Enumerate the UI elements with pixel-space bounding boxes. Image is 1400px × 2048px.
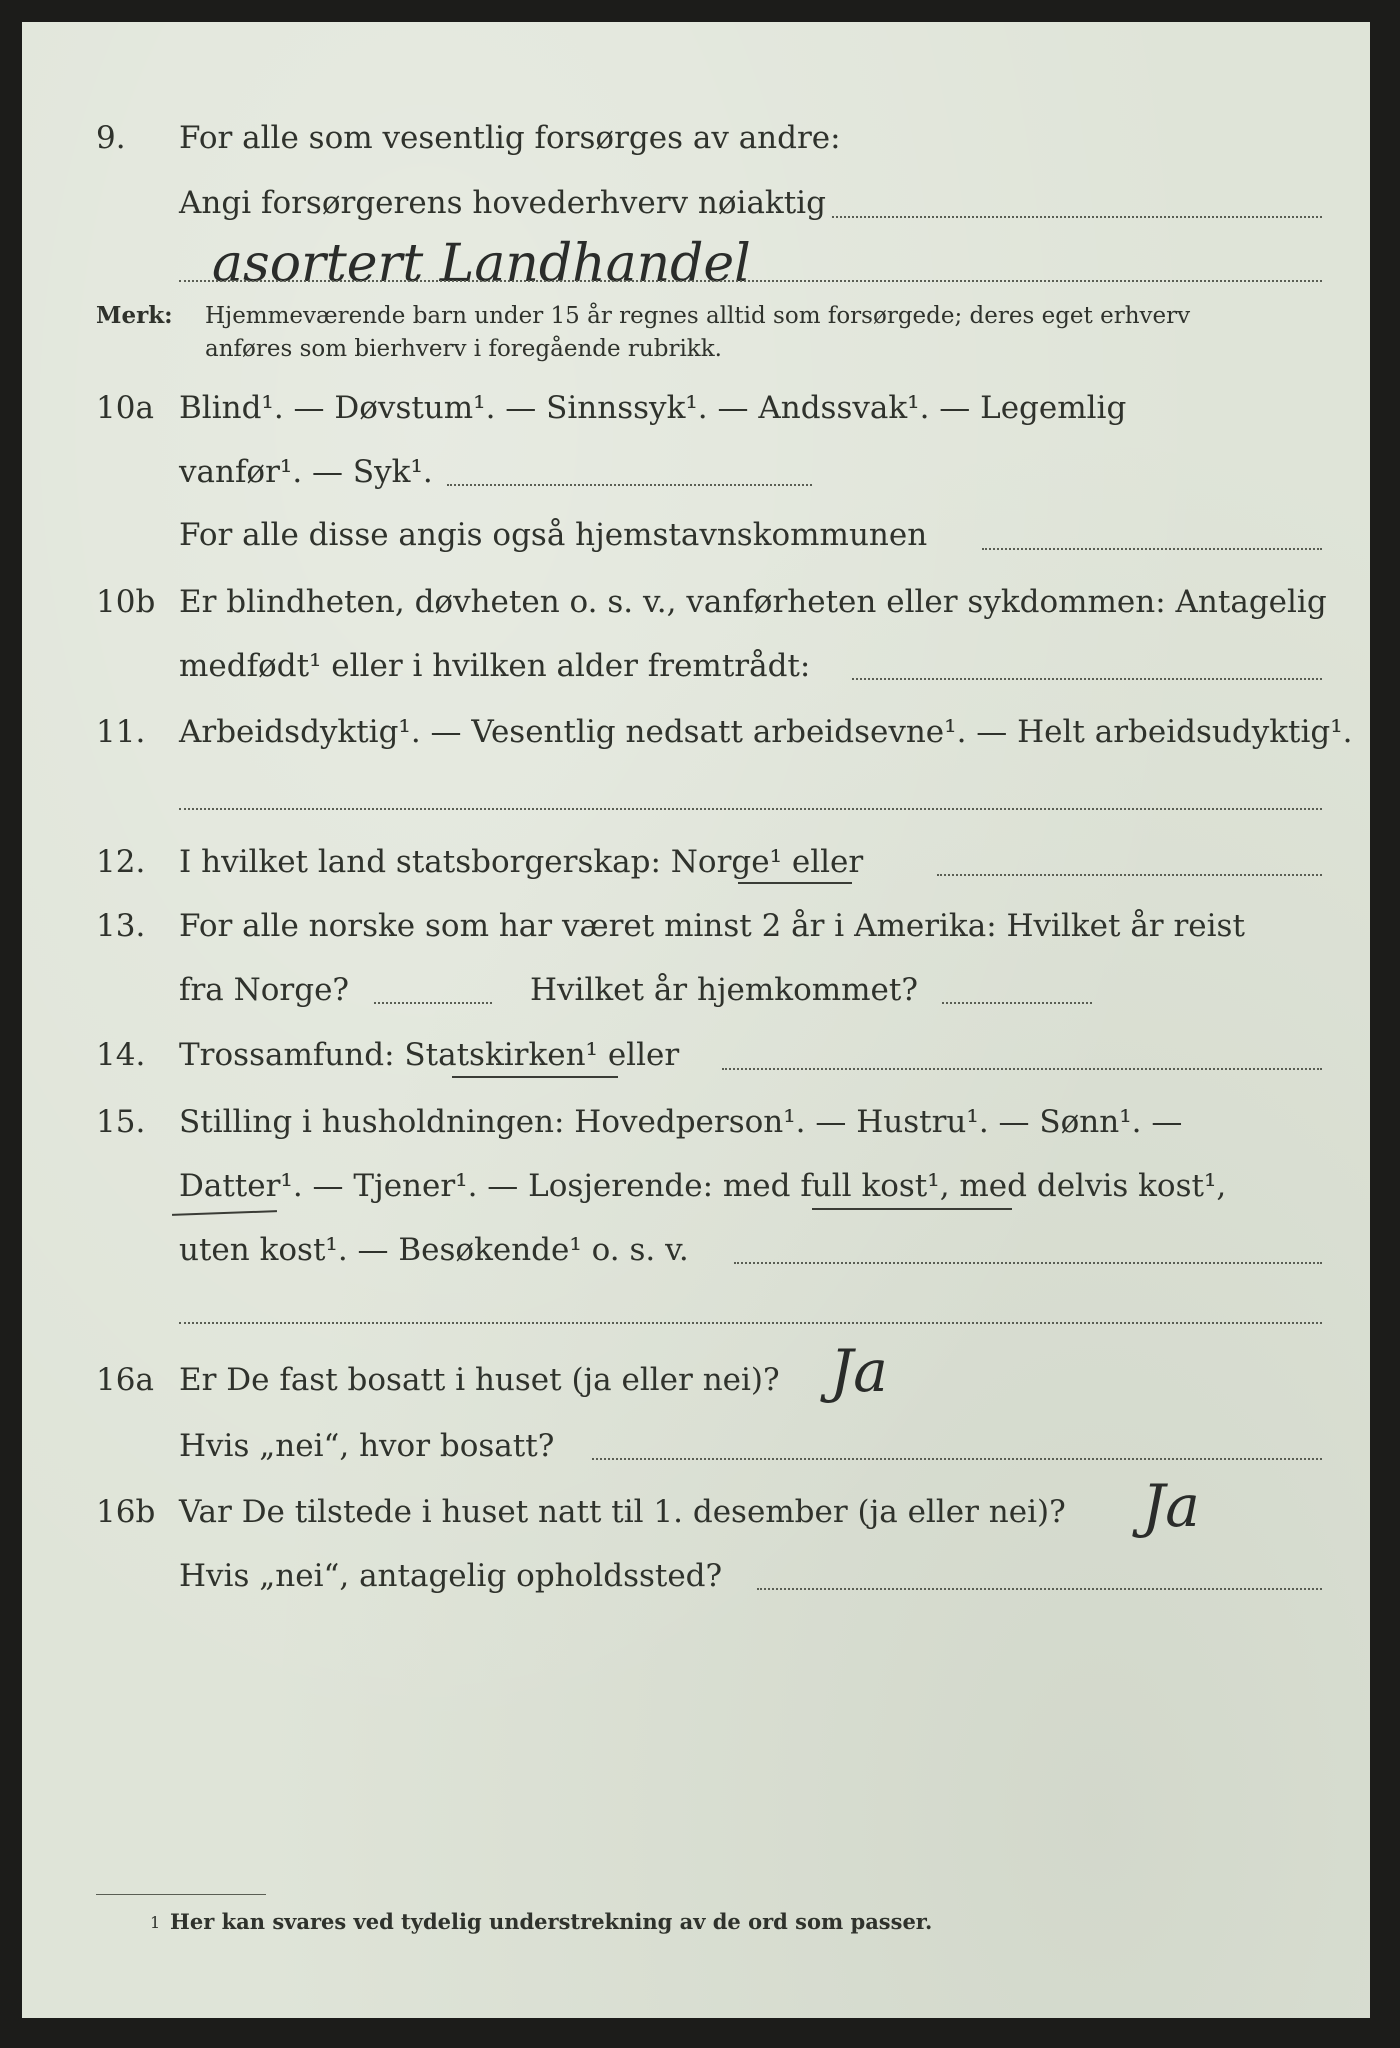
q16b-line1: Var De tilstede i huset natt til 1. desember (ja eller nei)?: [179, 1494, 1066, 1530]
q13-number: 13.: [96, 908, 146, 944]
q16a-handwritten-answer: Ja: [830, 1337, 888, 1405]
q16b-handwritten-answer: Ja: [1142, 1472, 1200, 1540]
q16a-line1: Er De fast bosatt i huset (ja eller nei)?: [179, 1362, 780, 1398]
q10a-number: 10a: [96, 390, 154, 426]
q16a-line2: Hvis „nei“, hvor bosatt?: [179, 1428, 555, 1464]
q16a-number: 16a: [96, 1362, 154, 1398]
q15-line1: Stilling i husholdningen: Hovedperson¹. — Hustru¹. — Sønn¹. —: [179, 1104, 1183, 1140]
q9-number: 9.: [96, 120, 126, 156]
q15-line2: Datter¹. — Tjener¹. — Losjerende: med full kost¹, med delvis kost¹,: [179, 1168, 1227, 1204]
q10b-number: 10b: [96, 584, 156, 620]
q10a-syk-field: [447, 484, 812, 486]
q9-line2: Angi forsørgerens hovederhverv nøiaktig: [179, 185, 826, 221]
q12-line1: I hvilket land statsborgerskap: Norge¹ eller: [179, 844, 864, 880]
q15-line3: uten kost¹. — Besøkende¹ o. s. v.: [179, 1232, 689, 1268]
footnote-rule: [96, 1894, 266, 1895]
q11-number: 11.: [96, 714, 146, 750]
q13-reist-field: [374, 1002, 492, 1004]
q12-norge-underline: [738, 882, 852, 884]
footnote-mark: 1: [150, 1913, 161, 1932]
q10b-line1: Er blindheten, døvheten o. s. v., vanførheten eller sykdommen: Antagelig: [179, 584, 1327, 620]
q15-dotted-field: [734, 1262, 1322, 1264]
q14-statskirken-underline: [452, 1076, 618, 1078]
q12-dotted-field: [937, 874, 1322, 876]
q10a-kommune-field: [982, 548, 1322, 550]
q14-number: 14.: [96, 1037, 146, 1073]
q10b-line2: medfødt¹ eller i hvilken alder fremtrådt:: [179, 648, 811, 684]
q9-line1: For alle som vesentlig forsørges av andre:: [179, 120, 841, 156]
q10a-line1: Blind¹. — Døvstum¹. — Sinnssyk¹. — Andssvak¹. — Legemlig: [179, 390, 1127, 426]
q15-full-kost-underline: [812, 1208, 1012, 1210]
q9-handwritten-answer: asortert Landhandel: [212, 234, 751, 294]
merk-label: Merk:: [96, 302, 173, 329]
q10b-dotted-field: [852, 678, 1322, 680]
q13-line1: For alle norske som har været minst 2 år i Amerika: Hvilket år reist: [179, 908, 1245, 944]
q13-hjemkommet-field: [942, 1002, 1092, 1004]
q10a-line3: For alle disse angis også hjemstavnskommunen: [179, 517, 928, 553]
q10a-line2: vanfør¹. — Syk¹.: [179, 454, 433, 490]
q15-datter-underline: [172, 1210, 277, 1216]
footnote-text: Her kan svares ved tydelig understrekning av de ord som passer.: [170, 1909, 933, 1934]
q16a-dotted-field: [592, 1458, 1322, 1460]
merk-line1: Hjemmeværende barn under 15 år regnes alltid som forsørgede; deres eget erhverv: [205, 303, 1191, 329]
q16b-dotted-field: [757, 1588, 1322, 1590]
q15-extra-line: [179, 1322, 1322, 1324]
q16b-number: 16b: [96, 1494, 156, 1530]
q13-line2a: fra Norge?: [179, 972, 350, 1008]
q9-answer-line: [179, 280, 1322, 282]
q11-line1: Arbeidsdyktig¹. — Vesentlig nedsatt arbeidsevne¹. — Helt arbeidsudyktig¹.: [179, 714, 1353, 750]
q12-number: 12.: [96, 844, 146, 880]
q15-number: 15.: [96, 1104, 146, 1140]
q13-line2b: Hvilket år hjemkommet?: [530, 972, 918, 1008]
q16b-line2: Hvis „nei“, antagelig opholdssted?: [179, 1558, 723, 1594]
merk-line2: anføres som bierhverv i foregående rubrikk.: [205, 336, 722, 362]
q9-dotted-field: [832, 216, 1322, 218]
q14-dotted-field: [722, 1068, 1322, 1070]
q11-dotted-field: [179, 808, 1322, 810]
census-form-page: [22, 22, 1370, 2018]
q14-line1: Trossamfund: Statskirken¹ eller: [179, 1037, 680, 1073]
